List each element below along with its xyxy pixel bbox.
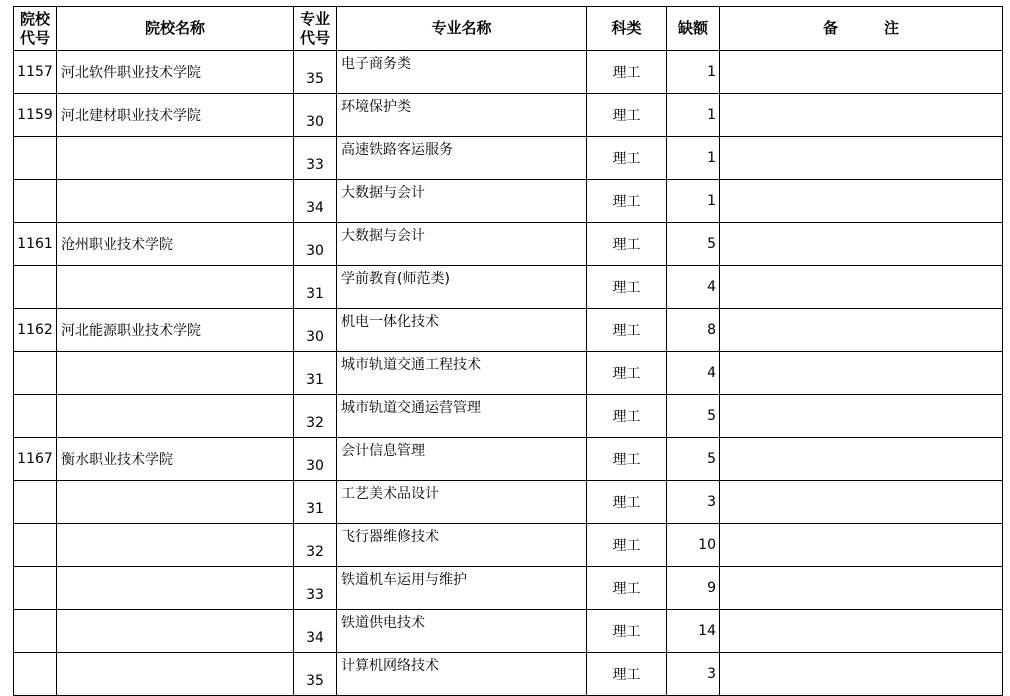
major-code-cell: 33 xyxy=(294,567,337,610)
school-name-cell xyxy=(57,481,294,524)
category-cell: 理工 xyxy=(587,438,667,481)
school-code-cell xyxy=(14,610,57,653)
major-name-cell: 工艺美术品设计 xyxy=(337,481,587,524)
vacancies-cell: 8 xyxy=(667,309,720,352)
major-name-cell: 会计信息管理 xyxy=(337,438,587,481)
remark-cell xyxy=(720,309,1003,352)
vacancy-table xyxy=(13,6,1003,696)
category-cell: 理工 xyxy=(587,309,667,352)
header-school-code-line1: 院校 xyxy=(19,9,50,28)
vacancies-cell: 5 xyxy=(667,395,720,438)
major-name-cell: 城市轨道交通运营管理 xyxy=(337,395,587,438)
major-code-cell: 31 xyxy=(294,352,337,395)
category-cell: 理工 xyxy=(587,266,667,309)
school-name-cell xyxy=(57,180,294,223)
major-name-cell: 大数据与会计 xyxy=(337,223,587,266)
school-code-cell: 1167 xyxy=(14,438,57,481)
header-remark xyxy=(720,7,1003,51)
header-major-code xyxy=(294,7,337,51)
table-row xyxy=(14,610,1003,653)
vacancies-cell: 1 xyxy=(667,180,720,223)
vacancies-cell: 5 xyxy=(667,223,720,266)
category-cell: 理工 xyxy=(587,94,667,137)
major-name-cell: 环境保护类 xyxy=(337,94,587,137)
major-code-cell: 30 xyxy=(294,438,337,481)
category-cell: 理工 xyxy=(587,524,667,567)
major-code-cell: 35 xyxy=(294,653,337,696)
table-row xyxy=(14,567,1003,610)
remark-cell xyxy=(720,610,1003,653)
header-remark-char1: 备 xyxy=(822,19,838,37)
header-school-code xyxy=(14,7,57,51)
major-name-cell: 电子商务类 xyxy=(337,51,587,94)
school-code-cell xyxy=(14,567,57,610)
remark-cell xyxy=(720,524,1003,567)
school-name-cell: 衡水职业技术学院 xyxy=(57,438,294,481)
school-name-cell xyxy=(57,567,294,610)
vacancies-cell: 10 xyxy=(667,524,720,567)
header-category: 科类 xyxy=(587,7,667,51)
remark-cell xyxy=(720,438,1003,481)
vacancies-cell: 9 xyxy=(667,567,720,610)
table-row xyxy=(14,481,1003,524)
table-row xyxy=(14,309,1003,352)
category-cell: 理工 xyxy=(587,137,667,180)
header-major-name: 专业名称 xyxy=(337,7,587,51)
category-cell: 理工 xyxy=(587,180,667,223)
major-name-cell: 大数据与会计 xyxy=(337,180,587,223)
major-code-cell: 32 xyxy=(294,524,337,567)
major-code-cell: 31 xyxy=(294,266,337,309)
school-name-cell: 河北能源职业技术学院 xyxy=(57,309,294,352)
major-name-cell: 高速铁路客运服务 xyxy=(337,137,587,180)
header-remark-char2: 注 xyxy=(884,19,900,37)
major-code-cell: 32 xyxy=(294,395,337,438)
school-name-cell: 河北软件职业技术学院 xyxy=(57,51,294,94)
major-code-cell: 30 xyxy=(294,309,337,352)
vacancies-cell: 5 xyxy=(667,438,720,481)
major-name-cell: 飞行器维修技术 xyxy=(337,524,587,567)
school-code-cell xyxy=(14,180,57,223)
category-cell: 理工 xyxy=(587,610,667,653)
category-cell: 理工 xyxy=(587,352,667,395)
major-name-cell: 学前教育(师范类) xyxy=(337,266,587,309)
table-row xyxy=(14,223,1003,266)
school-name-cell xyxy=(57,395,294,438)
vacancies-cell: 1 xyxy=(667,94,720,137)
vacancy-table-sheet xyxy=(13,6,1003,696)
major-name-cell: 机电一体化技术 xyxy=(337,309,587,352)
header-school-code-line2: 代号 xyxy=(19,28,50,47)
school-name-cell: 河北建材职业技术学院 xyxy=(57,94,294,137)
table-row xyxy=(14,524,1003,567)
vacancies-cell: 4 xyxy=(667,352,720,395)
vacancies-cell: 3 xyxy=(667,481,720,524)
remark-cell xyxy=(720,266,1003,309)
school-code-cell xyxy=(14,653,57,696)
major-code-cell: 30 xyxy=(294,223,337,266)
major-name-cell: 城市轨道交通工程技术 xyxy=(337,352,587,395)
school-code-cell: 1161 xyxy=(14,223,57,266)
header-row xyxy=(14,7,1003,51)
category-cell: 理工 xyxy=(587,51,667,94)
vacancies-cell: 3 xyxy=(667,653,720,696)
major-name-cell: 计算机网络技术 xyxy=(337,653,587,696)
remark-cell xyxy=(720,395,1003,438)
major-code-cell: 35 xyxy=(294,51,337,94)
table-row xyxy=(14,395,1003,438)
major-code-cell: 34 xyxy=(294,610,337,653)
table-row xyxy=(14,137,1003,180)
remark-cell xyxy=(720,567,1003,610)
school-code-cell: 1159 xyxy=(14,94,57,137)
table-row xyxy=(14,352,1003,395)
remark-cell xyxy=(720,137,1003,180)
school-code-cell xyxy=(14,481,57,524)
remark-cell xyxy=(720,653,1003,696)
school-name-cell xyxy=(57,137,294,180)
remark-cell xyxy=(720,180,1003,223)
school-code-cell xyxy=(14,352,57,395)
remark-cell xyxy=(720,223,1003,266)
school-code-cell: 1162 xyxy=(14,309,57,352)
major-name-cell: 铁道供电技术 xyxy=(337,610,587,653)
remark-cell xyxy=(720,51,1003,94)
school-code-cell xyxy=(14,395,57,438)
header-major-code-line2: 代号 xyxy=(299,28,330,47)
school-name-cell xyxy=(57,610,294,653)
school-code-cell xyxy=(14,524,57,567)
vacancies-cell: 1 xyxy=(667,137,720,180)
school-name-cell xyxy=(57,524,294,567)
table-row xyxy=(14,438,1003,481)
vacancies-cell: 4 xyxy=(667,266,720,309)
school-code-cell xyxy=(14,137,57,180)
remark-cell xyxy=(720,352,1003,395)
remark-cell xyxy=(720,481,1003,524)
school-name-cell: 沧州职业技术学院 xyxy=(57,223,294,266)
remark-cell xyxy=(720,94,1003,137)
major-name-cell: 铁道机车运用与维护 xyxy=(337,567,587,610)
school-name-cell xyxy=(57,266,294,309)
category-cell: 理工 xyxy=(587,223,667,266)
school-name-cell xyxy=(57,653,294,696)
header-school-name: 院校名称 xyxy=(57,7,294,51)
vacancies-cell: 1 xyxy=(667,51,720,94)
table-row xyxy=(14,180,1003,223)
category-cell: 理工 xyxy=(587,653,667,696)
school-code-cell xyxy=(14,266,57,309)
category-cell: 理工 xyxy=(587,567,667,610)
table-row xyxy=(14,653,1003,696)
major-code-cell: 34 xyxy=(294,180,337,223)
vacancies-cell: 14 xyxy=(667,610,720,653)
table-row xyxy=(14,94,1003,137)
table-row xyxy=(14,51,1003,94)
school-code-cell: 1157 xyxy=(14,51,57,94)
category-cell: 理工 xyxy=(587,395,667,438)
table-body xyxy=(14,51,1003,696)
header-vacancies: 缺额 xyxy=(667,7,720,51)
table-row xyxy=(14,266,1003,309)
major-code-cell: 33 xyxy=(294,137,337,180)
category-cell: 理工 xyxy=(587,481,667,524)
school-name-cell xyxy=(57,352,294,395)
major-code-cell: 30 xyxy=(294,94,337,137)
header-major-code-line1: 专业 xyxy=(299,9,330,28)
major-code-cell: 31 xyxy=(294,481,337,524)
